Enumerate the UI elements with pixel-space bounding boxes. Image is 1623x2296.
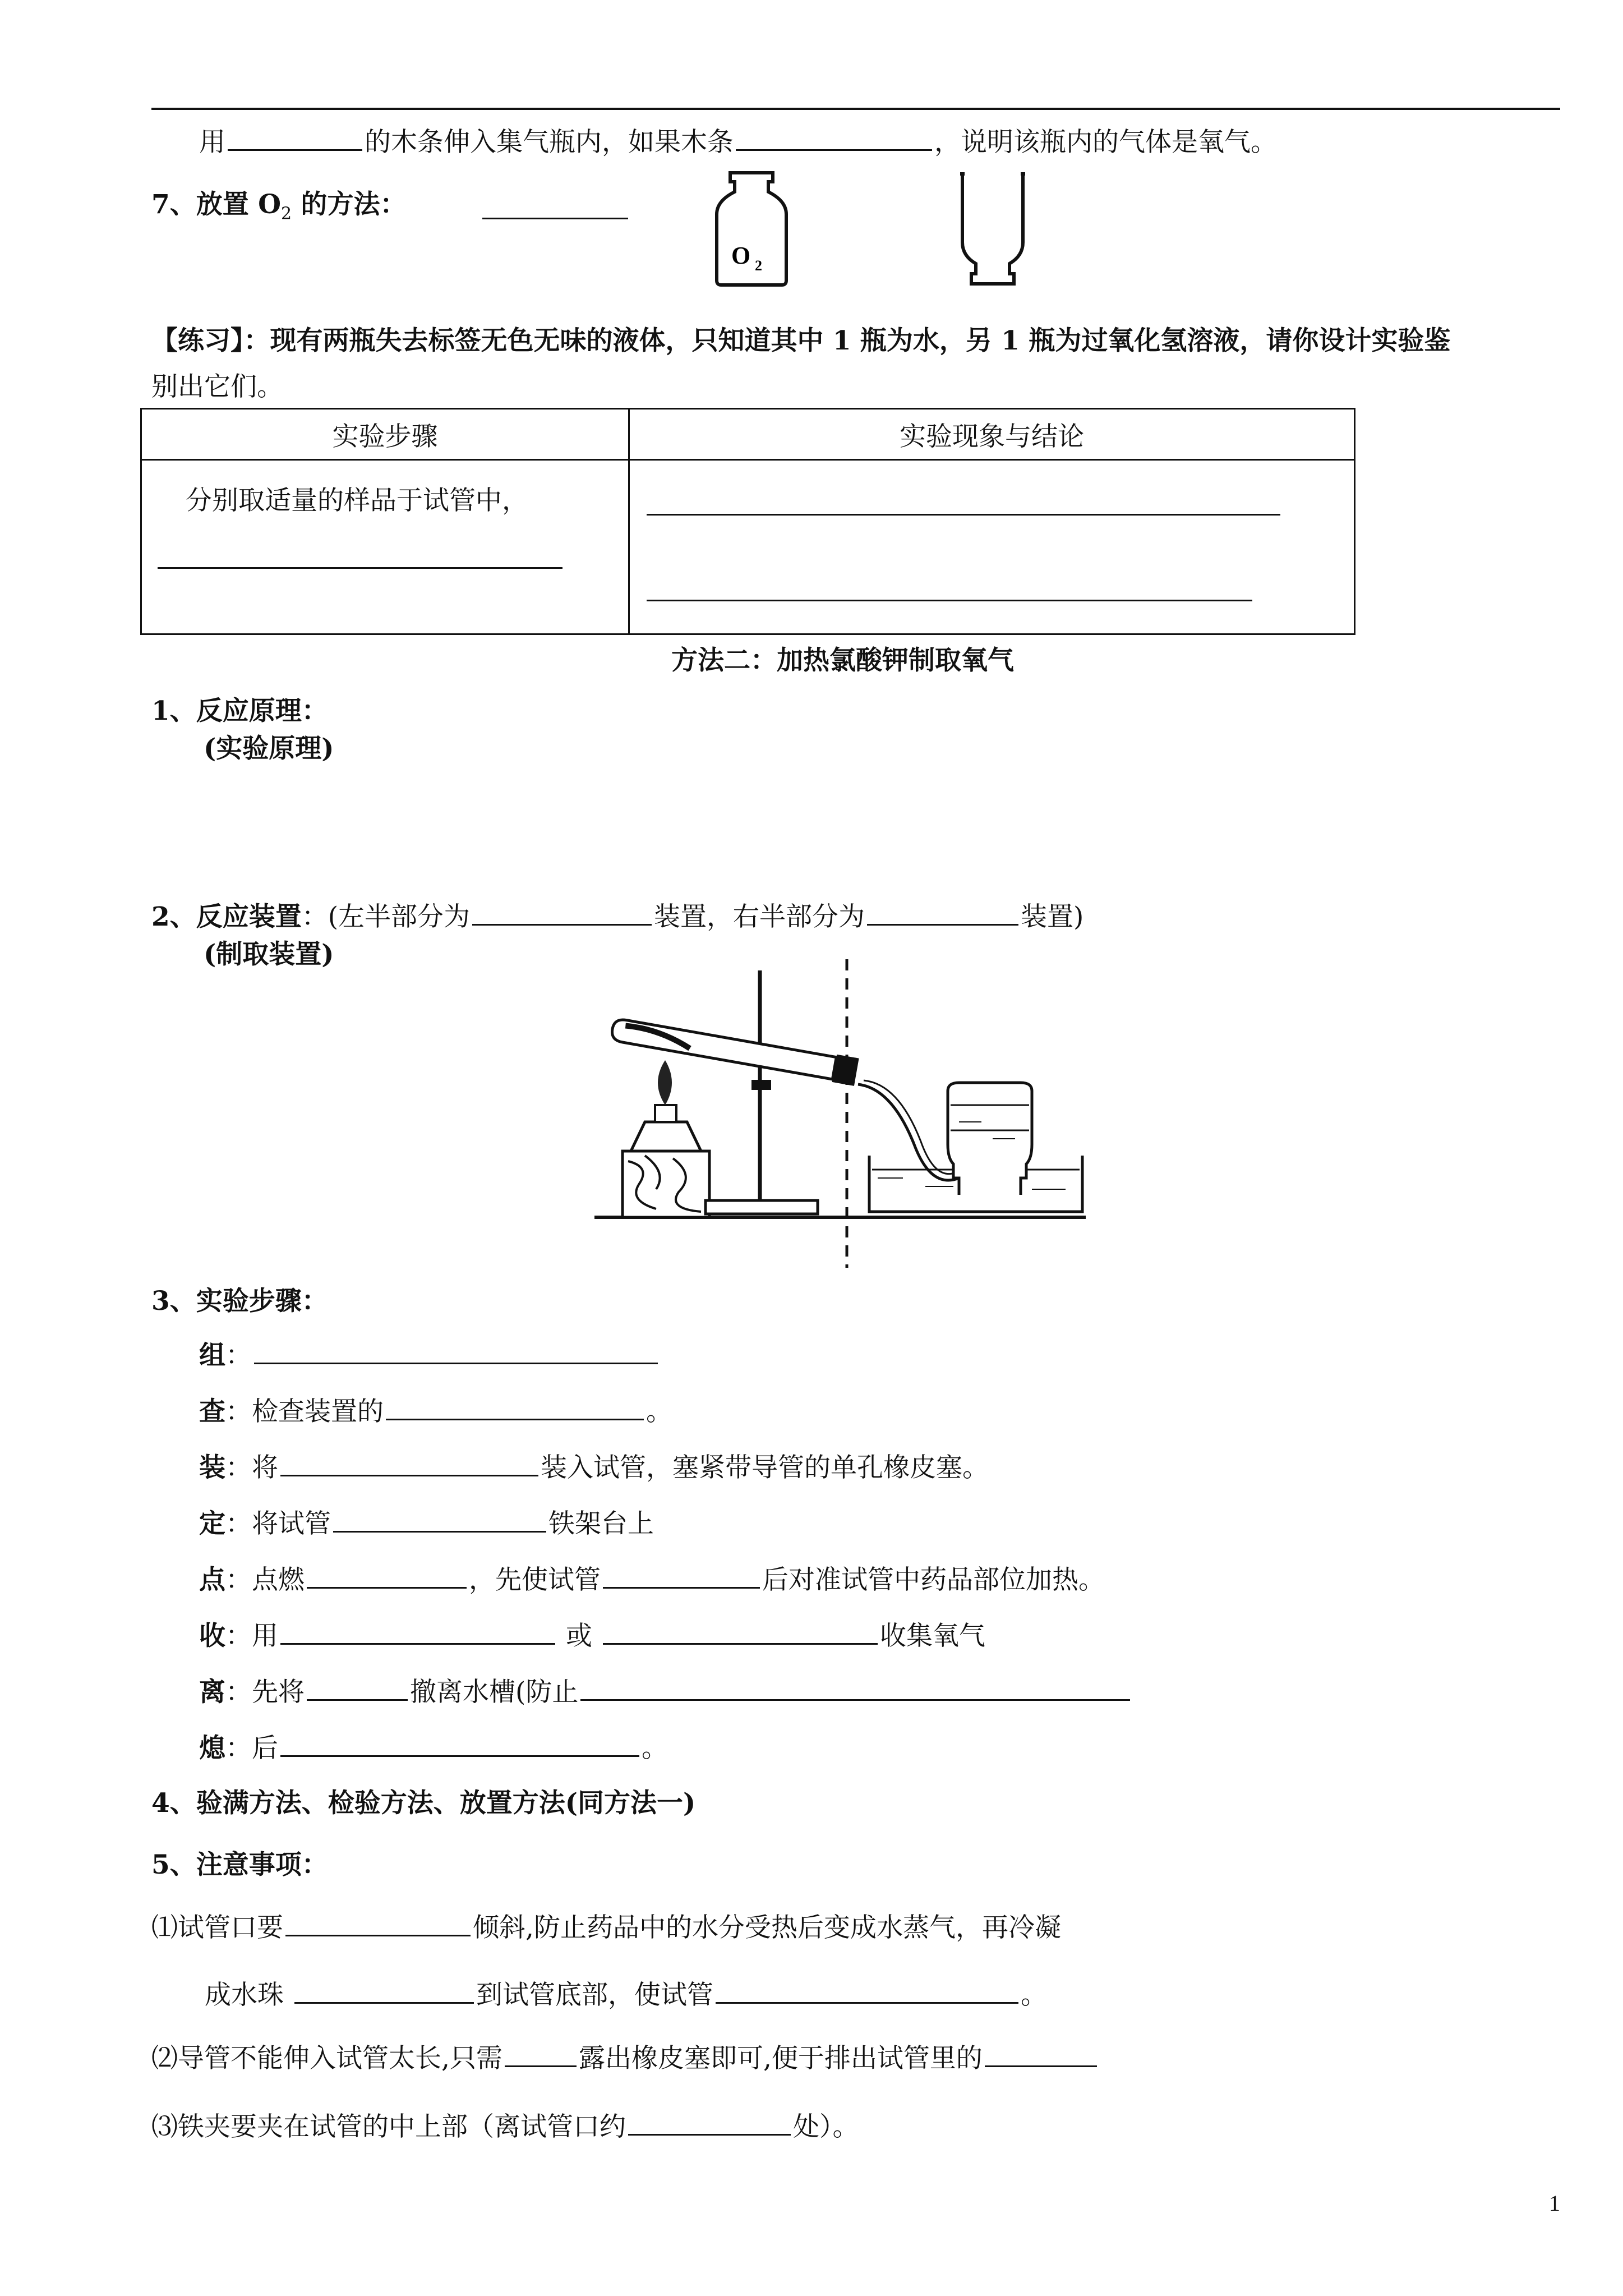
- exercise-line-1: 【练习】：现有两瓶失去标签无色无味的液体，只知道其中 1 瓶为水，另 1 瓶为过氧化氢溶液，请你设计实验鉴: [151, 325, 1451, 356]
- fill-blank[interactable]: [647, 600, 1252, 601]
- section-7-heading: 7、放置 $O_2$ 的方法：: [151, 189, 407, 224]
- cell-text: 分别取适量的样品于试管中，: [186, 485, 528, 516]
- line-flame-test: [199, 125, 1277, 159]
- fill-blank[interactable]: [603, 1562, 760, 1589]
- fill-blank[interactable]: [254, 1338, 658, 1364]
- note-1: ⑴试管口要 倾斜,防止药品中的水分受热后变成水蒸气，再冷凝: [151, 1910, 1061, 1945]
- section-2-note: (制取装置): [204, 939, 334, 970]
- fill-blank[interactable]: [580, 1674, 1130, 1701]
- bottle-label: O: [731, 242, 751, 269]
- table-header-steps: 实验步骤: [141, 409, 629, 460]
- table-cell-result: [629, 460, 1355, 634]
- fill-blank[interactable]: [716, 1977, 1018, 2004]
- step-extinguish: 熄：后 。: [199, 1731, 668, 1765]
- fill-blank[interactable]: [307, 1562, 467, 1589]
- step-check: 查：检查装置的 。: [199, 1394, 672, 1429]
- fill-blank[interactable]: [307, 1674, 408, 1701]
- page-number: 1: [1549, 2191, 1560, 2216]
- svg-text:2: 2: [755, 257, 762, 274]
- fill-blank[interactable]: [482, 218, 628, 219]
- method2-title: 方法二：加热氯酸钾制取氧气: [671, 645, 1014, 676]
- fill-blank[interactable]: [867, 899, 1018, 926]
- step-load: 装：将 装入试管，塞紧带导管的单孔橡皮塞。: [199, 1450, 989, 1485]
- fill-blank[interactable]: [158, 567, 562, 569]
- gas-bottle-upright-icon: [712, 168, 791, 289]
- text-segment: 用: [199, 127, 225, 158]
- step-assemble: 组：: [199, 1338, 660, 1373]
- step-remove: 离：先将 撤离水槽(防止: [199, 1674, 1132, 1709]
- fill-blank[interactable]: [628, 2109, 791, 2136]
- fill-blank[interactable]: [294, 1977, 474, 2004]
- fill-blank[interactable]: [280, 1618, 555, 1645]
- fill-blank[interactable]: [386, 1394, 644, 1420]
- fill-blank[interactable]: [647, 514, 1280, 516]
- header-rule: [151, 108, 1560, 110]
- step-collect: 收：用 或 收集氧气: [199, 1618, 985, 1653]
- note-3: ⑶铁夹要夹在试管的中上部（离试管口约 处）。: [151, 2109, 859, 2144]
- section-1-heading: 1、反应原理：: [151, 696, 328, 726]
- section-1-note: (实验原理): [204, 733, 334, 764]
- step-ignite: 点：点燃 ，先使试管 后对准试管中药品部位加热。: [199, 1562, 1105, 1597]
- note-1-cont: 成水珠 到试管底部，使试管 。: [205, 1977, 1047, 2012]
- fill-blank[interactable]: [603, 1618, 878, 1645]
- table-cell-steps: [141, 460, 629, 634]
- text-segment: ，说明该瓶内的气体是氧气。: [934, 127, 1277, 158]
- fill-blank[interactable]: [280, 1450, 538, 1476]
- section-4-heading: 4、验满方法、检验方法、放置方法(同方法一): [151, 1788, 696, 1819]
- fill-blank[interactable]: [333, 1506, 546, 1533]
- table-header-result: 实验现象与结论: [629, 409, 1355, 460]
- fill-blank[interactable]: [280, 1731, 639, 1757]
- fill-blank[interactable]: [472, 899, 652, 926]
- section-3-heading: 3、实验步骤：: [151, 1286, 328, 1317]
- step-fix: 定：将试管 铁架台上: [199, 1506, 654, 1541]
- text-segment: 的木条伸入集气瓶内，如果木条: [365, 127, 734, 158]
- experiment-table: [140, 408, 1355, 635]
- section-2-heading: 2、反应装置：(左半部分为 装置，右半部分为 装置): [151, 899, 1083, 934]
- fill-blank[interactable]: [505, 2041, 577, 2067]
- fill-blank[interactable]: [285, 1910, 471, 1936]
- exercise-line-2: 别出它们。: [151, 371, 283, 402]
- fill-blank[interactable]: [985, 2041, 1097, 2067]
- gas-bottle-inverted-icon: [953, 168, 1032, 289]
- section-5-heading: 5、注意事项：: [151, 1849, 328, 1880]
- note-2: ⑵导管不能伸入试管太长,只需 露出橡皮塞即可,便于排出试管里的: [151, 2041, 1099, 2076]
- oxygen-apparatus-diagram: [589, 954, 1094, 1273]
- fill-blank[interactable]: [228, 125, 362, 151]
- fill-blank[interactable]: [736, 125, 932, 151]
